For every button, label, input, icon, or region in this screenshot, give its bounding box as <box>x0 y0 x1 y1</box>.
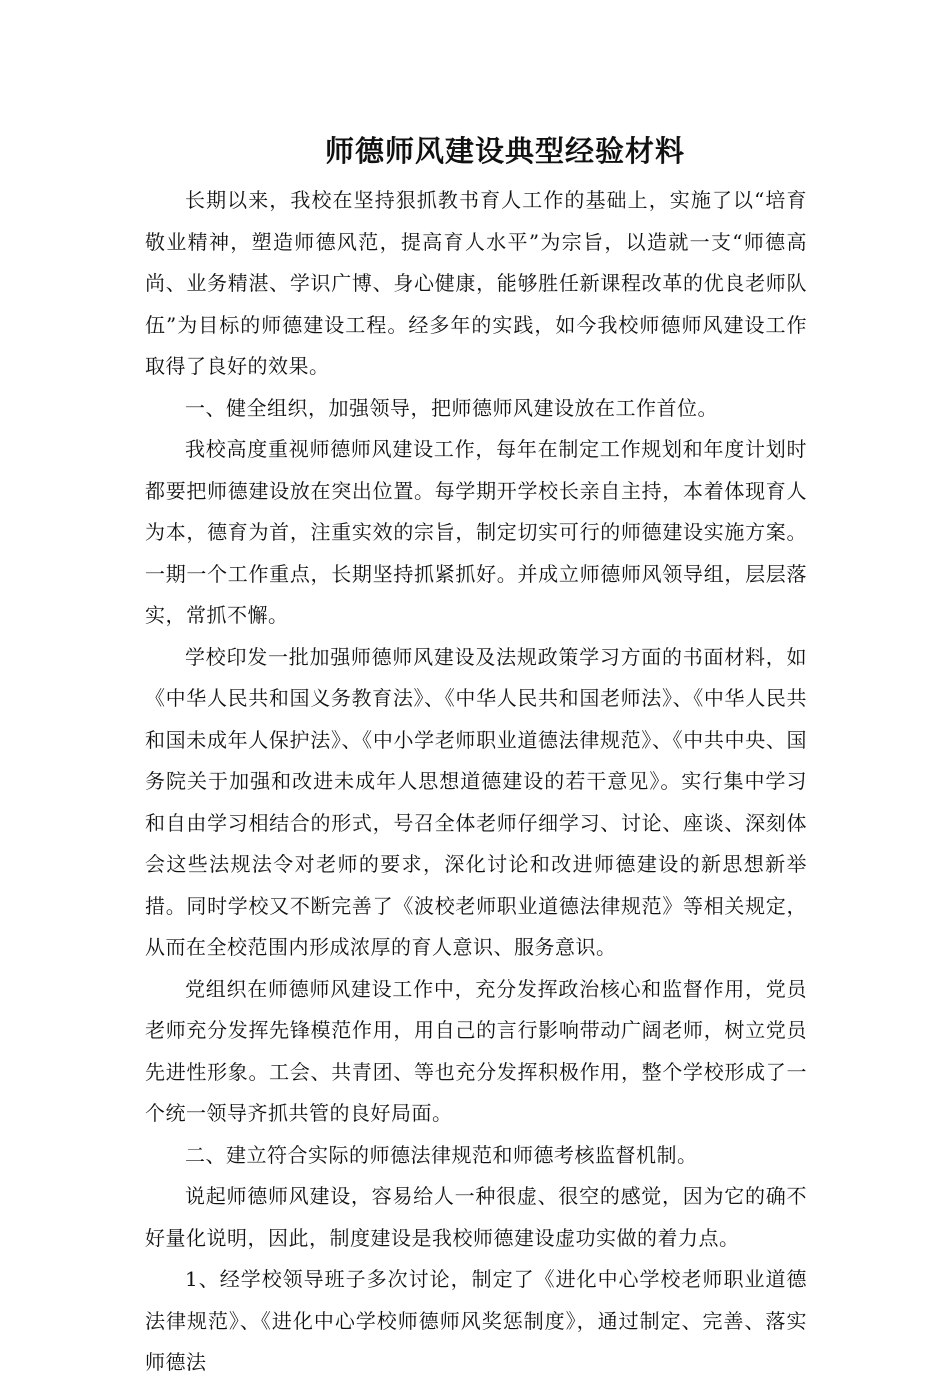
paragraph-system: 说起师德师风建设，容易给人一种很虚、很空的感觉，因为它的确不好量化说明，因此，制度建设是我校师德建设虚功实做的着力点。 <box>145 1184 807 1250</box>
document-body <box>145 180 807 1384</box>
section-heading-2: 二、建立符合实际的师德法律规范和师德考核监督机制。 <box>185 1142 698 1167</box>
paragraph-planning: 我校高度重视师德师风建设工作，每年在制定工作规划和年度计划时都要把师德建设放在突出位置。每学期开学校长亲自主持，本着体现育人为本，德育为首，注重实效的宗旨，制定切实可行的师德建设实施方案。一期一个工作重点，长期坚持抓紧抓好。并成立师德师风领导组，层层落实，常抓不懈。 <box>145 437 807 627</box>
paragraph-item-1: 1、经学校领导班子多次讨论，制定了《进化中心学校老师职业道德法律规范》、《进化中心学校师德师风奖惩制度》，通过制定、完善、落实师德法 <box>145 1267 807 1374</box>
document-title: 师德师风建设典型经验材料 <box>324 134 685 168</box>
section-heading-1: 一、健全组织，加强领导，把师德师风建设放在工作首位。 <box>185 395 718 420</box>
paragraph-party: 党组织在师德师风建设工作中，充分发挥政治核心和监督作用，党员老师充分发挥先锋模范作用，用自己的言行影响带动广阔老师，树立党员先进性形象。工会、共青团、等也充分发挥积极作用，整个学校形成了一个统一领导齐抓共管的良好局面。 <box>145 976 807 1125</box>
paragraph-materials: 学校印发一批加强师德师风建设及法规政策学习方面的书面材料，如《中华人民共和国义务教育法》、《中华人民共和国老师法》、《中华人民共和国未成年人保护法》、《中小学老师职业道德法律规范》、《中共中央、国务院关于加强和改进未成年人思想道德建设的若干意见》。实行集中学习和自由学习相结合的形式，号召全体老师仔细学习、讨论、座谈、深刻体会这些法规法令对老师的要求，深化讨论和改进师德建设的新思想新举措。同时学校又不断完善了《波校老师职业道德法律规范》等相关规定，从而在全校范围内形成浓厚的育人意识、服务意识。 <box>145 644 807 959</box>
paragraph-intro: 长期以来，我校在坚持狠抓教书育人工作的基础上，实施了以“培育敬业精神，塑造师德风范，提高育人水平”为宗旨，以造就一支“师德高尚、业务精湛、学识广博、身心健康，能够胜任新课程改革的优良老师队伍”为目标的师德建设工程。经多年的实践，如今我校师德师风建设工作取得了良好的效果。 <box>145 188 807 378</box>
